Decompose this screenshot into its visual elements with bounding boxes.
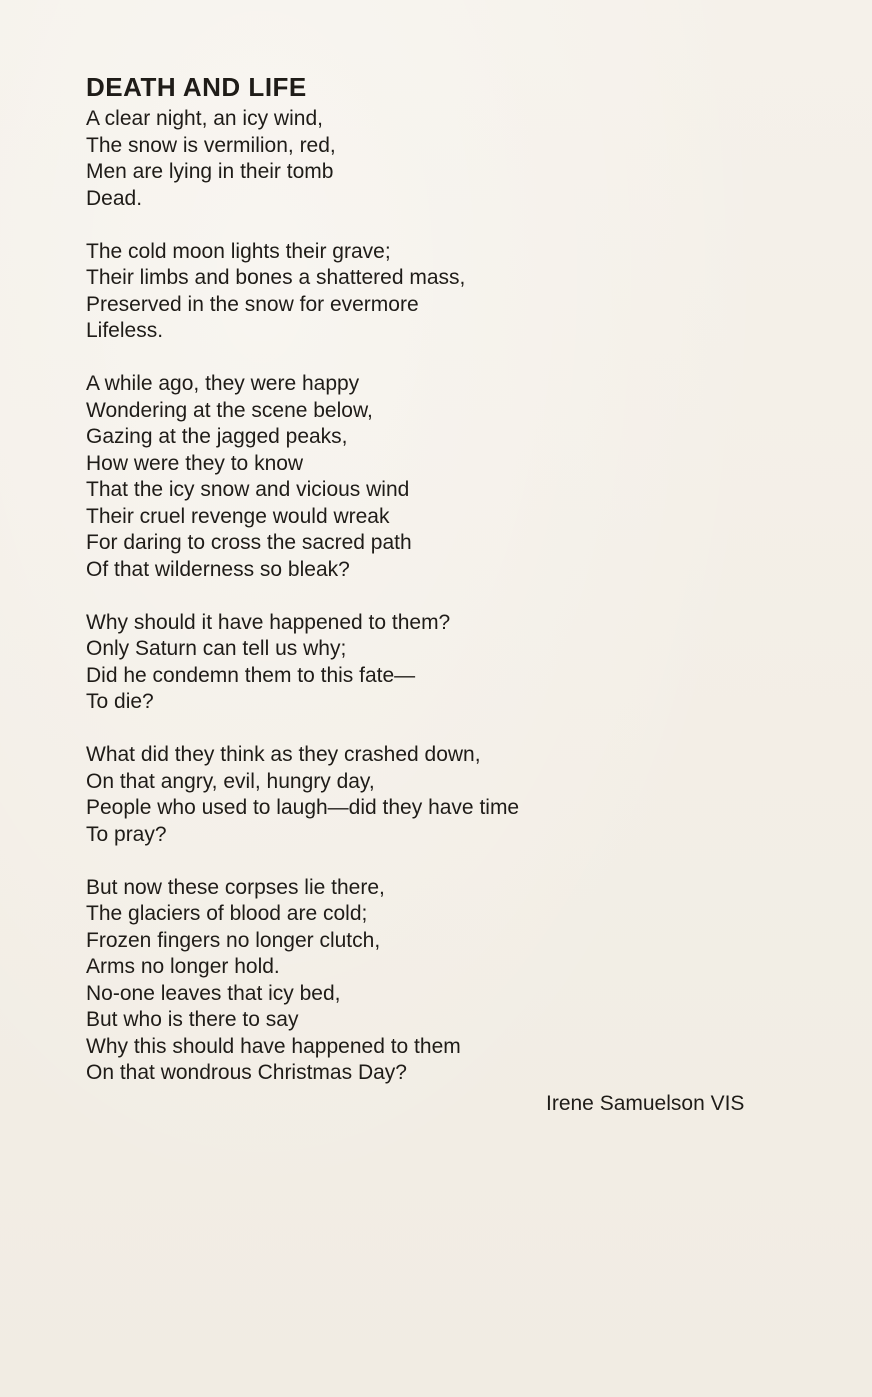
poem-line: Arms no longer hold. [86, 955, 280, 978]
poem-line: No-one leaves that icy bed, [86, 981, 341, 1005]
poem-line: That the icy snow and vicious wind [86, 478, 410, 501]
poem-title: DEATH AND LIFE [86, 72, 307, 102]
poem-line: The cold moon lights their grave; [86, 239, 391, 263]
poem-line: The snow is vermilion, red, [86, 133, 336, 157]
stanza [86, 239, 806, 345]
poem-line: But who is there to say [86, 1008, 299, 1031]
poem-line: Their limbs and bones a shattered mass, [86, 266, 466, 289]
poem-line: Frozen fingers no longer clutch, [86, 928, 381, 952]
stanza [86, 742, 806, 848]
poem-line: Lifeless. [86, 319, 164, 342]
poem-author: Irene Samuelson VIS [546, 1092, 745, 1115]
poem-line: How were they to know [86, 451, 304, 475]
poem-line: A clear night, an icy wind, [86, 107, 323, 130]
poem-line: On that angry, evil, hungry day, [86, 769, 375, 793]
stanza [86, 371, 806, 583]
poem-line: Their cruel revenge would wreak [86, 504, 390, 528]
poem-line: Wondering at the scene below, [86, 398, 373, 422]
poem-line: To pray? [86, 822, 167, 846]
poem-line: Preserved in the snow for evermore [86, 292, 419, 316]
poem-line: Of that wilderness so bleak? [86, 557, 350, 581]
poem-line: What did they think as they crashed down, [86, 743, 481, 766]
poem-line: For daring to cross the sacred path [86, 531, 412, 554]
poem-line: To die? [86, 690, 154, 713]
stanza [86, 610, 806, 716]
poem-line: A while ago, they were happy [86, 372, 360, 395]
poem-line: But now these corpses lie there, [86, 875, 385, 899]
poem-line: On that wondrous Christmas Day? [86, 1061, 407, 1084]
poem-line: Why this should have happened to them [86, 1034, 461, 1058]
poem-line: People who used to laugh—did they have time [86, 796, 520, 819]
poem-line: Why should it have happened to them? [86, 610, 451, 634]
poem [86, 70, 806, 1113]
stanza [86, 875, 806, 1087]
poem-line: Gazing at the jagged peaks, [86, 425, 348, 448]
stanza [86, 106, 806, 212]
poem-line: The glaciers of blood are cold; [86, 902, 368, 925]
poem-line: Men are lying in their tomb [86, 160, 334, 183]
poem-line: Dead. [86, 186, 143, 210]
poem-line: Did he condemn them to this fate— [86, 663, 416, 687]
poem-line: Only Saturn can tell us why; [86, 637, 347, 660]
